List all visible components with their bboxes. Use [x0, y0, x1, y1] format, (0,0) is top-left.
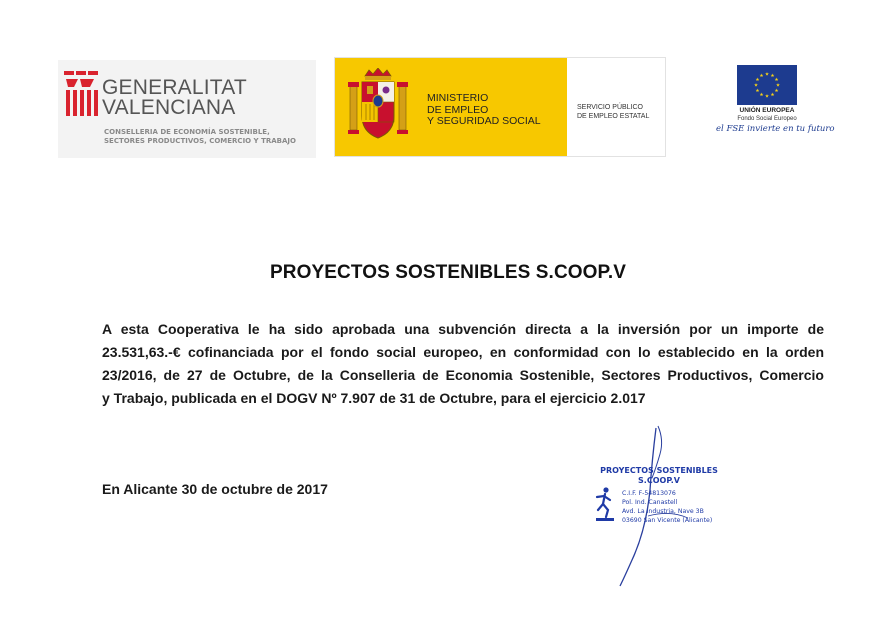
stamp-name-line: S.COOP.V — [638, 476, 680, 485]
ministerio-name-line: MINISTERIO — [427, 92, 489, 104]
eu-name: UNIÓN EUROPEA — [739, 107, 795, 114]
running-figure-icon — [594, 486, 616, 522]
ministerio-name — [427, 93, 541, 128]
eu-flag-icon — [737, 65, 797, 105]
spain-crest-icon — [347, 68, 409, 146]
ministerio-name-line: Y SEGURIDAD SOCIAL — [427, 115, 541, 127]
union-europea-logo — [716, 60, 842, 140]
body-line: 23/2016, de 27 de Octubre, de la Conselleria de Economia Sostenible, Sectores Productivos, Comercio — [102, 367, 824, 383]
generalitat-mark-icon — [60, 69, 102, 121]
conselleria-subtitle-line: CONSELLERIA DE ECONOMÍA SOSTENIBLE, — [104, 128, 270, 136]
body-line: 23.531,63.-€ cofinanciada por el fondo social europeo, en conformidad con lo establecido en la orden — [102, 344, 824, 360]
ministerio-logo — [334, 57, 666, 157]
body-line: A esta Cooperativa le ha sido aprobada una subvención directa a la inversión por un importe de — [102, 321, 824, 337]
document-title: PROYECTOS SOSTENIBLES S.COOP.V — [270, 262, 626, 283]
stamp-details — [622, 489, 712, 525]
body-line: y Trabajo, publicada en el DOGV Nº 7.907 de 31 de Octubre, para el ejercicio 2.017 — [102, 390, 646, 406]
stamp-address-line: 03690 San Vicente (Alicante) — [622, 517, 713, 524]
document-body — [102, 318, 824, 410]
servicio-empleo-line: SERVICIO PÚBLICO — [577, 104, 644, 111]
servicio-empleo-line: DE EMPLEO ESTATAL — [577, 113, 650, 120]
conselleria-subtitle-line: SECTORES PRODUCTIVOS, COMERCIO Y TRABAJO — [104, 137, 296, 145]
servicio-empleo-name — [577, 103, 649, 121]
eu-fund-name: Fondo Social Europeo — [737, 116, 797, 122]
conselleria-subtitle — [104, 128, 296, 146]
stamp-name-line: PROYECTOS SOSTENIBLES — [600, 466, 718, 475]
stamp-cif: C.I.F. F-54813076 — [622, 490, 676, 497]
place-date: En Alicante 30 de octubre de 2017 — [102, 481, 328, 497]
generalitat-title-line: VALENCIANA — [102, 96, 236, 119]
company-stamp — [560, 420, 760, 590]
eu-motto: el FSE invierte en tu futuro — [716, 124, 835, 134]
generalitat-valenciana-logo — [58, 60, 316, 158]
ministerio-name-line: DE EMPLEO — [427, 103, 489, 116]
generalitat-title — [102, 78, 247, 118]
generalitat-title-line: GENERALITAT — [102, 76, 247, 99]
stamp-company-name — [594, 466, 724, 486]
stamp-address-line: Avd. La Industria, Nave 3B — [622, 508, 704, 515]
stamp-address-line: Pol. Ind. Canastell — [622, 499, 678, 506]
